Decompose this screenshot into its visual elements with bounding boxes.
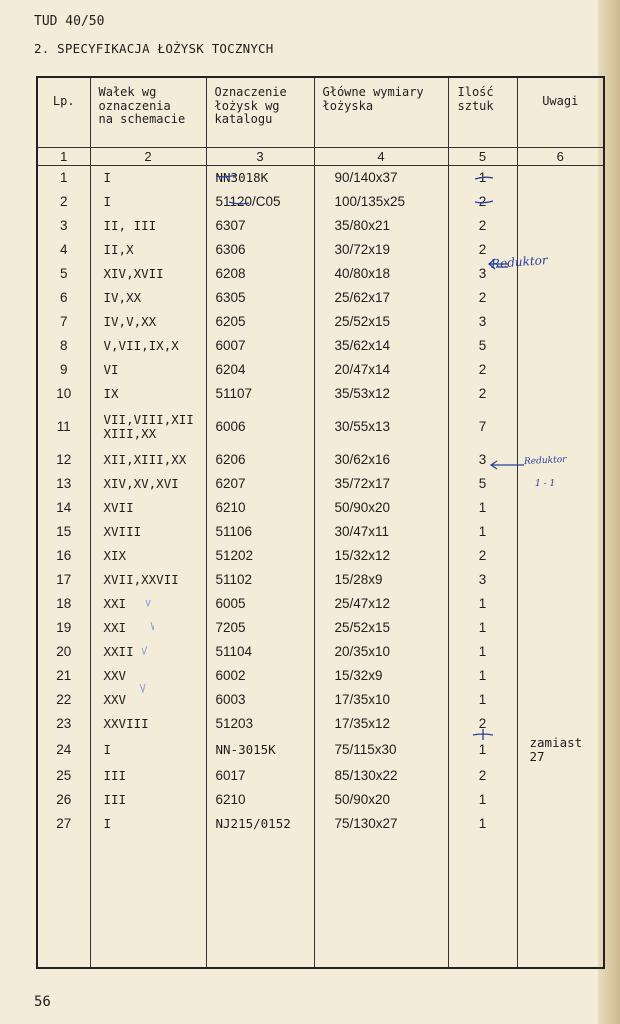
header-shaft-line: Wałek wg	[98, 85, 157, 99]
header-code-line: łożysk wg	[214, 98, 280, 113]
bearing-code-cell: 51120/C05	[206, 190, 314, 214]
remarks-cell	[517, 166, 604, 191]
quantity-cell: 2	[448, 764, 517, 788]
row-number: 1	[37, 166, 90, 191]
bearing-code-cell: 6017	[206, 764, 314, 788]
shaft-cell: VI	[90, 358, 206, 382]
row-number: 9	[37, 358, 90, 382]
remarks-cell: zamiast 27	[517, 736, 604, 764]
pen-underline-qty-2	[474, 199, 494, 205]
bearing-code-cell: 6007	[206, 334, 314, 358]
dimensions-cell: 50/90x20	[314, 496, 448, 520]
pen-underline-qty-1	[474, 175, 494, 181]
shaft-line: XIII,XX	[103, 426, 157, 441]
table-row	[37, 214, 604, 238]
pen-mark-qty-24	[472, 727, 494, 741]
dimensions-cell: 90/140x37	[314, 166, 448, 191]
table-row	[37, 520, 604, 544]
quantity-cell: 2	[448, 712, 517, 736]
row-number: 11	[37, 406, 90, 448]
row-number: 20	[37, 640, 90, 664]
header-dims-line: łożyska	[322, 98, 374, 113]
column-number: 1	[37, 148, 90, 166]
bearing-code-cell: 51203	[206, 712, 314, 736]
header-dims	[314, 77, 448, 148]
header-code-line: katalogu	[214, 112, 273, 126]
bearing-code-cell: 6005	[206, 592, 314, 616]
row-number: 2	[37, 190, 90, 214]
empty-cell	[206, 836, 314, 968]
quantity-cell: 2	[448, 286, 517, 310]
quantity-cell: 3	[448, 262, 517, 286]
quantity-cell: 3	[448, 568, 517, 592]
row-number: 4	[37, 238, 90, 262]
shaft-cell: XXV	[90, 664, 206, 688]
shaft-cell: XII,XIII,XX	[90, 448, 206, 472]
handwritten-note-row5: Reduktor	[490, 253, 549, 271]
table-row	[37, 166, 604, 191]
remarks-cell	[517, 406, 604, 448]
quantity-cell: 5	[448, 472, 517, 496]
shaft-cell: III	[90, 788, 206, 812]
shaft-cell: XIV,XV,XVI	[90, 472, 206, 496]
header-qty	[448, 77, 517, 148]
pen-arrow-row13	[486, 460, 526, 470]
shaft-cell: I	[90, 812, 206, 836]
quantity-cell: 3	[448, 448, 517, 472]
handwritten-note-row13: Reduktor	[523, 454, 567, 468]
row-number: 6	[37, 286, 90, 310]
remarks-cell	[517, 520, 604, 544]
table-row	[37, 764, 604, 788]
bearing-code-cell: 7205	[206, 616, 314, 640]
bearing-code-cell: 6305	[206, 286, 314, 310]
shaft-cell: IV,XX	[90, 286, 206, 310]
dimensions-cell: 35/72x17	[314, 472, 448, 496]
remarks-cell	[517, 712, 604, 736]
shaft-line: VII,VIII,XII	[103, 412, 194, 427]
row-number: 22	[37, 688, 90, 712]
shaft-cell: XXII	[90, 640, 206, 664]
empty-cell	[448, 836, 517, 968]
header-shaft	[90, 77, 206, 148]
remarks-cell	[517, 764, 604, 788]
dimensions-cell: 15/32x12	[314, 544, 448, 568]
dimensions-cell: 15/32x9	[314, 664, 448, 688]
quantity-cell: 1	[448, 736, 517, 764]
pen-underline-nn3018k	[215, 173, 237, 179]
row-number: 13	[37, 472, 90, 496]
quantity-cell: 2	[448, 238, 517, 262]
dimensions-cell: 40/80x18	[314, 262, 448, 286]
quantity-cell: 7	[448, 406, 517, 448]
row-number: 21	[37, 664, 90, 688]
table-row	[37, 286, 604, 310]
remarks-cell	[517, 310, 604, 334]
dimensions-cell: 35/80x21	[314, 214, 448, 238]
table-row	[37, 472, 604, 496]
shaft-cell: XVIII	[90, 520, 206, 544]
bearing-code-cell: 6003	[206, 688, 314, 712]
bearing-code-cell: 51107	[206, 382, 314, 406]
shaft-cell: XIX	[90, 544, 206, 568]
table-row	[37, 310, 604, 334]
remarks-cell	[517, 788, 604, 812]
shaft-cell: XVII	[90, 496, 206, 520]
dimensions-cell: 25/52x15	[314, 310, 448, 334]
bearing-specification-table	[36, 76, 605, 969]
row-number: 25	[37, 764, 90, 788]
dimensions-cell: 20/47x14	[314, 358, 448, 382]
dimensions-cell: 25/47x12	[314, 592, 448, 616]
header-dims-line: Główne wymiary	[322, 85, 424, 99]
bearing-code-cell: 6208	[206, 262, 314, 286]
remarks-cell	[517, 688, 604, 712]
bearing-code-cell: 6205	[206, 310, 314, 334]
dimensions-cell: 25/52x15	[314, 616, 448, 640]
bearing-code-cell: 6002	[206, 664, 314, 688]
header-shaft-line: oznaczenia	[98, 98, 171, 113]
quantity-cell: 1	[448, 592, 517, 616]
shaft-cell: XVII,XXVII	[90, 568, 206, 592]
table-row	[37, 736, 604, 764]
quantity-cell: 3	[448, 310, 517, 334]
dimensions-cell: 50/90x20	[314, 788, 448, 812]
shaft-cell: I	[90, 166, 206, 191]
dimensions-cell: 30/55x13	[314, 406, 448, 448]
bearing-code-cell: NJ215/0152	[206, 812, 314, 836]
table-row	[37, 334, 604, 358]
column-number: 6	[517, 148, 604, 166]
shaft-cell: IV,V,XX	[90, 310, 206, 334]
remarks-cell	[517, 358, 604, 382]
dimensions-cell: 20/35x10	[314, 640, 448, 664]
table-row	[37, 406, 604, 448]
bearing-code-cell: NN-3015K	[206, 736, 314, 764]
row-number: 23	[37, 712, 90, 736]
bearing-code-cell: 51102	[206, 568, 314, 592]
shaft-cell: II,X	[90, 238, 206, 262]
bearing-code-cell: 6207	[206, 472, 314, 496]
remarks-cell	[517, 544, 604, 568]
quantity-cell: 2	[448, 382, 517, 406]
dimensions-cell: 75/130x27	[314, 812, 448, 836]
empty-cell	[517, 836, 604, 968]
quantity-cell: 1	[448, 664, 517, 688]
table-row	[37, 544, 604, 568]
column-number-row	[37, 148, 604, 166]
bearing-code-cell: 6210	[206, 496, 314, 520]
row-number: 3	[37, 214, 90, 238]
quantity-cell: 1	[448, 640, 517, 664]
dimensions-cell: 30/72x19	[314, 238, 448, 262]
shaft-cell: III	[90, 764, 206, 788]
bearing-code-cell: 51202	[206, 544, 314, 568]
shaft-cell: XXVIII	[90, 712, 206, 736]
table-row	[37, 812, 604, 836]
shaft-cell: XXI	[90, 616, 206, 640]
column-number: 3	[206, 148, 314, 166]
remarks-cell	[517, 640, 604, 664]
row-number: 26	[37, 788, 90, 812]
shaft-cell: I	[90, 736, 206, 764]
shaft-cell	[90, 406, 206, 448]
row-number: 27	[37, 812, 90, 836]
table-header-row	[37, 77, 604, 148]
shaft-cell: II, III	[90, 214, 206, 238]
remarks-cell	[517, 616, 604, 640]
quantity-cell: 2	[448, 544, 517, 568]
dimensions-cell: 35/62x14	[314, 334, 448, 358]
header-remarks: Uwagi	[517, 77, 604, 148]
document-code: TUD 40/50	[34, 14, 105, 29]
header-qty-line: sztuk	[457, 98, 494, 113]
dimensions-cell: 17/35x12	[314, 712, 448, 736]
pen-checkmarks	[118, 600, 154, 710]
quantity-cell: 2	[448, 358, 517, 382]
remarks-cell	[517, 496, 604, 520]
row-number: 14	[37, 496, 90, 520]
dimensions-cell: 85/130x22	[314, 764, 448, 788]
remarks-cell	[517, 664, 604, 688]
bearing-code-cell: 6206	[206, 448, 314, 472]
row-number: 24	[37, 736, 90, 764]
shaft-cell: XXI	[90, 592, 206, 616]
bearing-code-cell: 6204	[206, 358, 314, 382]
row-number: 15	[37, 520, 90, 544]
quantity-cell: 1	[448, 616, 517, 640]
column-number: 5	[448, 148, 517, 166]
quantity-cell: 1	[448, 520, 517, 544]
bearing-code-cell: 51106	[206, 520, 314, 544]
remarks-cell	[517, 592, 604, 616]
quantity-cell: 5	[448, 334, 517, 358]
quantity-cell: 2	[448, 214, 517, 238]
table-row	[37, 358, 604, 382]
table-body	[37, 166, 604, 969]
quantity-cell: 2	[448, 190, 517, 214]
shaft-cell: IX	[90, 382, 206, 406]
header-shaft-line: na schemacie	[98, 112, 186, 126]
column-number: 2	[90, 148, 206, 166]
header-code-line: Oznaczenie	[214, 85, 287, 99]
table-row	[37, 496, 604, 520]
quantity-cell: 1	[448, 166, 517, 191]
row-number: 7	[37, 310, 90, 334]
handwritten-note-row14: 1 - 1	[535, 479, 556, 489]
remarks-cell	[517, 568, 604, 592]
row-number: 17	[37, 568, 90, 592]
section-title: 2. SPECYFIKACJA ŁOŻYSK TOCZNYCH	[34, 41, 274, 56]
remarks-cell	[517, 472, 604, 496]
shaft-cell: I	[90, 190, 206, 214]
bearing-code-cell: 6006	[206, 406, 314, 448]
table-row	[37, 568, 604, 592]
dimensions-cell: 30/62x16	[314, 448, 448, 472]
dimensions-cell: 25/62x17	[314, 286, 448, 310]
row-number: 5	[37, 262, 90, 286]
shaft-cell: XXV	[90, 688, 206, 712]
shaft-cell: V,VII,IX,X	[90, 334, 206, 358]
dimensions-cell: 35/53x12	[314, 382, 448, 406]
remarks-cell	[517, 812, 604, 836]
pen-underline-51120	[228, 200, 250, 206]
remarks-cell	[517, 382, 604, 406]
header-code	[206, 77, 314, 148]
dimensions-cell: 15/28x9	[314, 568, 448, 592]
bearing-code-cell: 6307	[206, 214, 314, 238]
dimensions-cell: 75/115x30	[314, 736, 448, 764]
column-number: 4	[314, 148, 448, 166]
shaft-cell: XIV,XVII	[90, 262, 206, 286]
bearing-code-cell: 51104	[206, 640, 314, 664]
dimensions-cell: 100/135x25	[314, 190, 448, 214]
remarks-cell	[517, 190, 604, 214]
empty-cell	[90, 836, 206, 968]
empty-cell	[314, 836, 448, 968]
bearing-code-cell: 6306	[206, 238, 314, 262]
bearing-code-cell: NN3018K	[206, 166, 314, 191]
table-row	[37, 712, 604, 736]
table-row	[37, 788, 604, 812]
remarks-cell	[517, 214, 604, 238]
header-qty-line: Ilość	[457, 85, 494, 99]
header-lp: Lp.	[37, 77, 90, 148]
remarks-cell	[517, 334, 604, 358]
empty-table-space	[37, 836, 604, 968]
bearing-code-cell: 6210	[206, 788, 314, 812]
row-number: 18	[37, 592, 90, 616]
quantity-cell: 1	[448, 788, 517, 812]
row-number: 16	[37, 544, 90, 568]
page-number: 56	[34, 994, 51, 1010]
dimensions-cell: 17/35x10	[314, 688, 448, 712]
row-number: 10	[37, 382, 90, 406]
dimensions-cell: 30/47x11	[314, 520, 448, 544]
remarks-cell	[517, 286, 604, 310]
empty-cell	[37, 836, 90, 968]
row-number: 19	[37, 616, 90, 640]
quantity-cell: 1	[448, 812, 517, 836]
row-number: 8	[37, 334, 90, 358]
quantity-cell: 1	[448, 496, 517, 520]
row-number: 12	[37, 448, 90, 472]
table-row	[37, 382, 604, 406]
table-row	[37, 190, 604, 214]
quantity-cell: 1	[448, 688, 517, 712]
